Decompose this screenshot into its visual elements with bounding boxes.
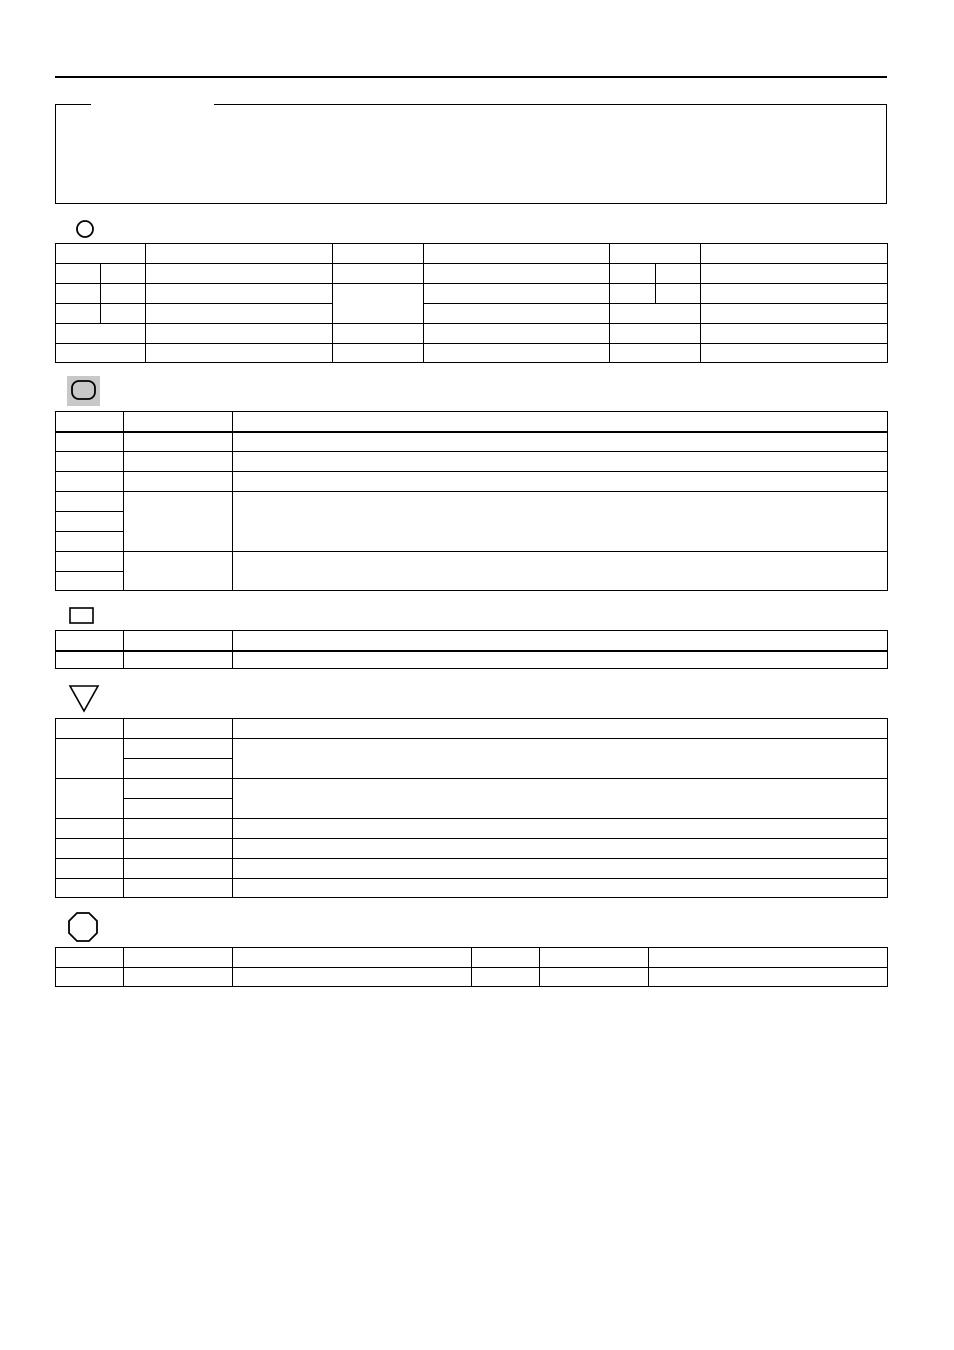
table-row	[56, 452, 888, 472]
table-section-2	[55, 411, 888, 591]
table-row	[56, 839, 888, 859]
frame-edge-left	[55, 104, 91, 105]
triangle-down-icon	[68, 684, 100, 714]
table-row	[56, 879, 888, 898]
table-row	[56, 472, 888, 492]
header-rule	[55, 76, 887, 78]
table-section-1	[55, 243, 888, 363]
table-row	[56, 244, 888, 264]
notes-frame	[55, 104, 887, 204]
table-row	[56, 412, 888, 432]
table-row	[56, 739, 888, 759]
table-row	[56, 432, 888, 452]
table-row	[56, 859, 888, 879]
table-row	[56, 344, 888, 363]
table-row	[56, 779, 888, 799]
table-section-4	[55, 718, 888, 898]
table-row	[56, 631, 888, 651]
table-row	[56, 819, 888, 839]
rectangle-icon	[69, 607, 95, 625]
table-section-3	[55, 630, 888, 669]
rounded-rectangle-icon	[67, 376, 100, 406]
table-row	[56, 492, 888, 512]
table-row	[56, 284, 888, 304]
table-row	[56, 552, 888, 572]
octagon-icon	[67, 911, 99, 943]
circle-icon	[75, 219, 95, 239]
table-row	[56, 651, 888, 669]
table-row	[56, 948, 888, 968]
table-row	[56, 719, 888, 739]
table-row	[56, 324, 888, 344]
table-row	[56, 968, 888, 987]
frame-edge-right	[214, 104, 887, 105]
table-section-5	[55, 947, 888, 987]
table-row	[56, 304, 888, 324]
table-row	[56, 264, 888, 284]
